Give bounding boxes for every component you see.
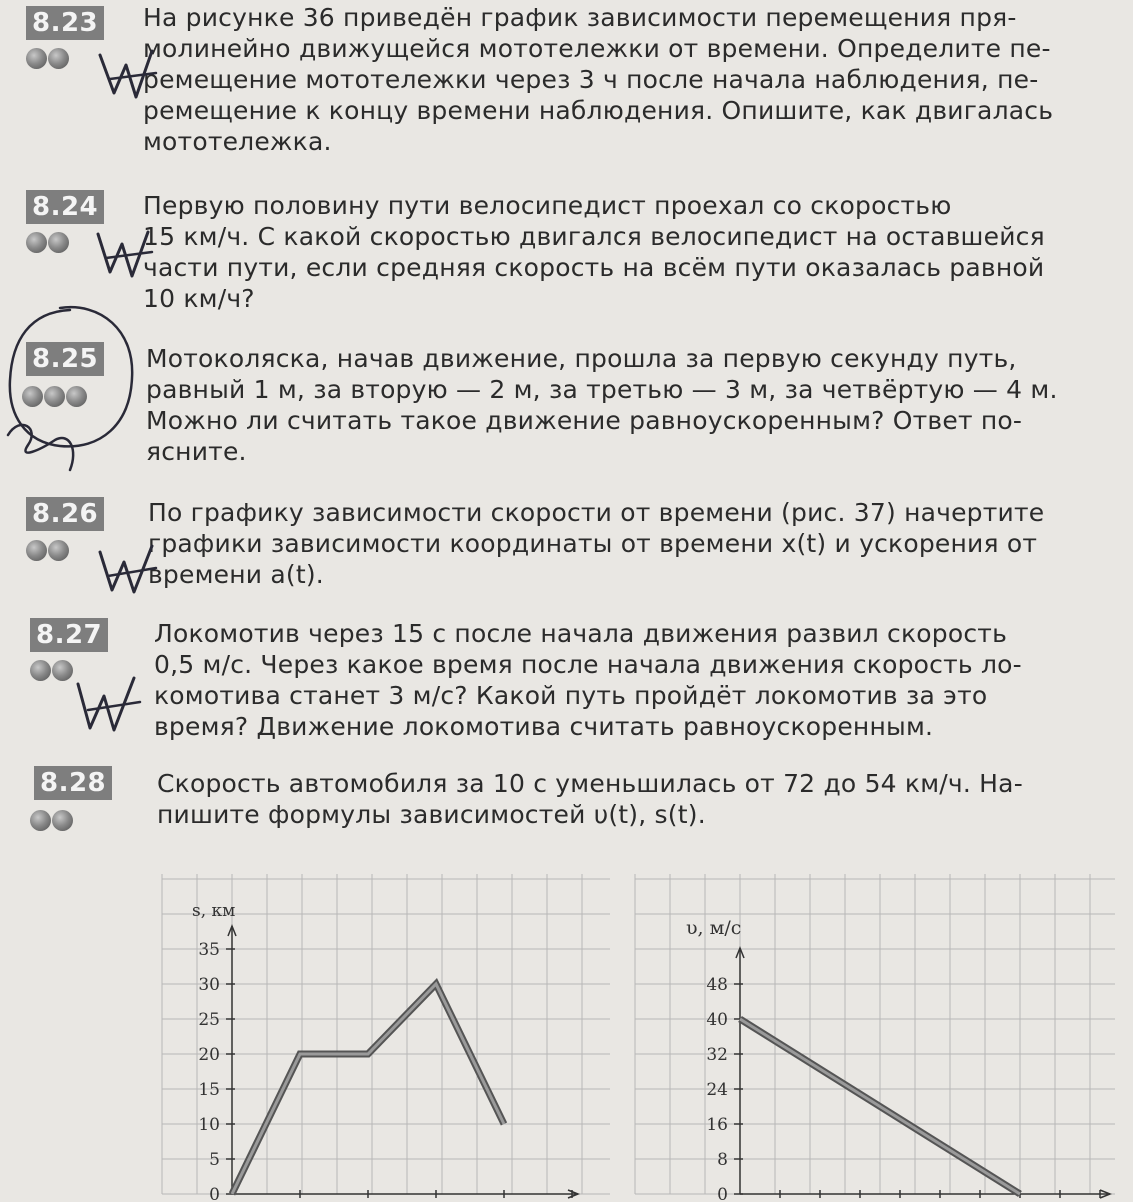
- y-tick-label: 48: [706, 975, 728, 995]
- problem-number: 8.23: [26, 6, 104, 40]
- y-tick-label: 8: [717, 1150, 728, 1170]
- problem-text: По графику зависимости скорости от времени (рис. 37) начертите графики зависимости координаты от времени x(t) и ускорения от времени a(t).: [148, 497, 1110, 590]
- handwritten-w-mark: [92, 538, 162, 598]
- y-tick-label: 20: [198, 1045, 220, 1065]
- y-tick-label: 24: [706, 1080, 728, 1100]
- graph-velocity-time: [620, 862, 1120, 1202]
- y-tick-label: 0: [717, 1185, 728, 1202]
- problem-text: Локомотив через 15 с после начала движения развил скорость 0,5 м/с. Через какое время после начала движения скорость ло- комотива станет 3 м/с? Какой путь пройдёт локомотив за это время? Движение локомотива считать равноускоренным.: [154, 618, 1110, 742]
- problem-text: На рисунке 36 приведён график зависимости перемещения пря- молинейно движущейся мототележки от времени. Определите пе- ремещение мототележки через 3 ч после начала наблюдения, пе- ремещение к концу времени наблюдения. Опишите, как двигалась мототележка.: [143, 2, 1108, 157]
- problem-number: 8.26: [26, 497, 104, 531]
- handwritten-circle-mark: [0, 300, 150, 480]
- difficulty-dots: [30, 810, 73, 831]
- difficulty-dots: [26, 540, 69, 561]
- y-tick-label: 15: [198, 1080, 220, 1100]
- difficulty-dots: [26, 48, 69, 69]
- problem-text: Первую половину пути велосипедист проехал со скоростью 15 км/ч. С какой скоростью двигался велосипедист на оставшейся части пути, если средняя скорость на всём пути оказалась равной 10 км/ч?: [143, 190, 1108, 314]
- y-tick-label: 0: [209, 1185, 220, 1202]
- handwritten-w-mark: [68, 668, 148, 738]
- y-tick-label: 35: [198, 940, 220, 960]
- y-tick-label: 25: [198, 1010, 220, 1030]
- handwritten-w-mark: [90, 222, 160, 282]
- difficulty-dots: [26, 232, 69, 253]
- problem-number: 8.27: [30, 618, 108, 652]
- problem-text: Мотоколяска, начав движение, прошла за первую секунду путь, равный 1 м, за вторую — 2 м, за третью — 3 м, за четвёртую — 4 м. Можно ли считать такое движение равноускоренным? Ответ по- ясните.: [146, 343, 1108, 467]
- problem-number: 8.24: [26, 190, 104, 224]
- y-axis-label: s, км: [192, 901, 235, 921]
- y-axis-label: υ, м/с: [686, 917, 741, 939]
- y-tick-label: 5: [209, 1150, 220, 1170]
- problem-number: 8.28: [34, 766, 112, 800]
- y-tick-label: 10: [198, 1115, 220, 1135]
- y-tick-label: 40: [706, 1010, 728, 1030]
- y-tick-label: 32: [706, 1045, 728, 1065]
- problem-text: Скорость автомобиля за 10 с уменьшилась от 72 до 54 км/ч. На- пишите формулы зависимостей υ(t), s(t).: [157, 768, 1110, 830]
- handwritten-w-mark: [92, 45, 162, 105]
- difficulty-dots: [30, 660, 73, 681]
- graph-displacement-time: [150, 862, 620, 1202]
- problem-number: 8.25: [26, 342, 104, 376]
- y-tick-label: 30: [198, 975, 220, 995]
- y-tick-label: 16: [706, 1115, 728, 1135]
